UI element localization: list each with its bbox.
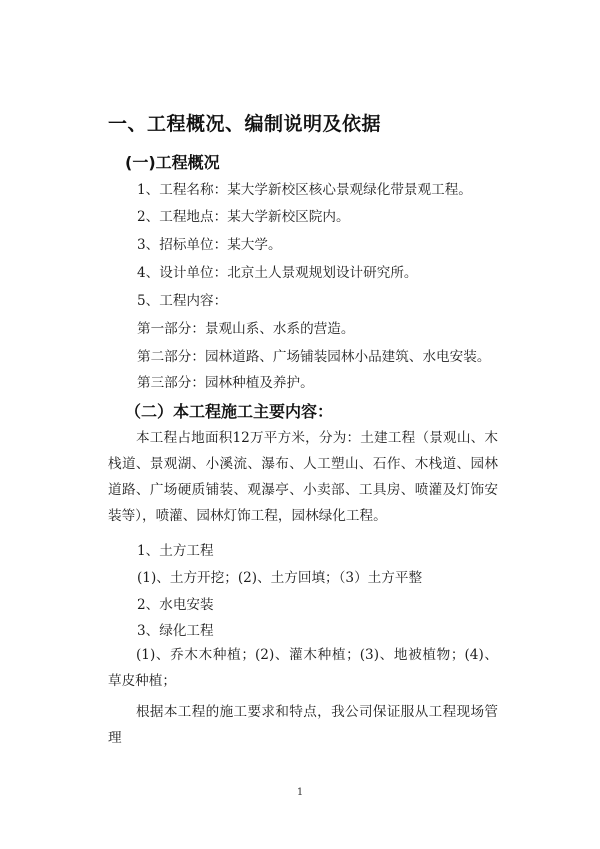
list-item-earthwork: 1、土方工程	[137, 543, 214, 559]
list-item-design-unit: 4、设计单位：北京土人景观规划设计研究所。	[137, 265, 418, 281]
paragraph-closing: 根据本工程的施工要求和特点，我公司保证服从工程现场管理	[108, 704, 498, 746]
paragraph-intro: 本工程占地面积12万平方米，分为：土建工程（景观山、木栈道、景观湖、小溪流、瀑布、人工塑山、石作、木栈道、园林道路、广场硬质铺装、观瀑亭、小卖部、工具房、喷灌及灯饰安装等），喷灌、园林灯饰工程，园林绿化工程。	[108, 430, 498, 524]
section-heading-main-content: （二）本工程施工主要内容：	[125, 402, 334, 421]
list-item-part-three: 第三部分：园林种植及养护。	[137, 375, 314, 391]
paragraph-planting: (1)、乔木木种植；(2)、灌木种植；(3)、地被植物；(4)、草皮种植；	[108, 647, 498, 689]
list-item-greening: 3、绿化工程	[137, 623, 214, 639]
page-number: 1	[296, 787, 304, 798]
list-item-project-content: 5、工程内容：	[137, 293, 228, 309]
list-item-utilities: 2、水电安装	[137, 597, 214, 613]
list-item-part-one: 第一部分：景观山系、水系的营造。	[137, 321, 355, 337]
section-heading-overview: (一)工程概况	[125, 153, 220, 172]
list-item-part-two: 第二部分：园林道路、广场铺装园林小品建筑、水电安装。	[137, 349, 491, 365]
chapter-heading: 一、工程概况、编制说明及依据	[108, 113, 382, 135]
list-item-tender-unit: 3、招标单位：某大学。	[137, 237, 282, 253]
list-item-earthwork-details: (1)、土方开挖；(2)、土方回填；（3）土方平整	[137, 570, 423, 586]
list-item-project-name: 1、工程名称：某大学新校区核心景观绿化带景观工程。	[137, 182, 472, 198]
list-item-project-location: 2、工程地点：某大学新校区院内。	[137, 209, 350, 225]
